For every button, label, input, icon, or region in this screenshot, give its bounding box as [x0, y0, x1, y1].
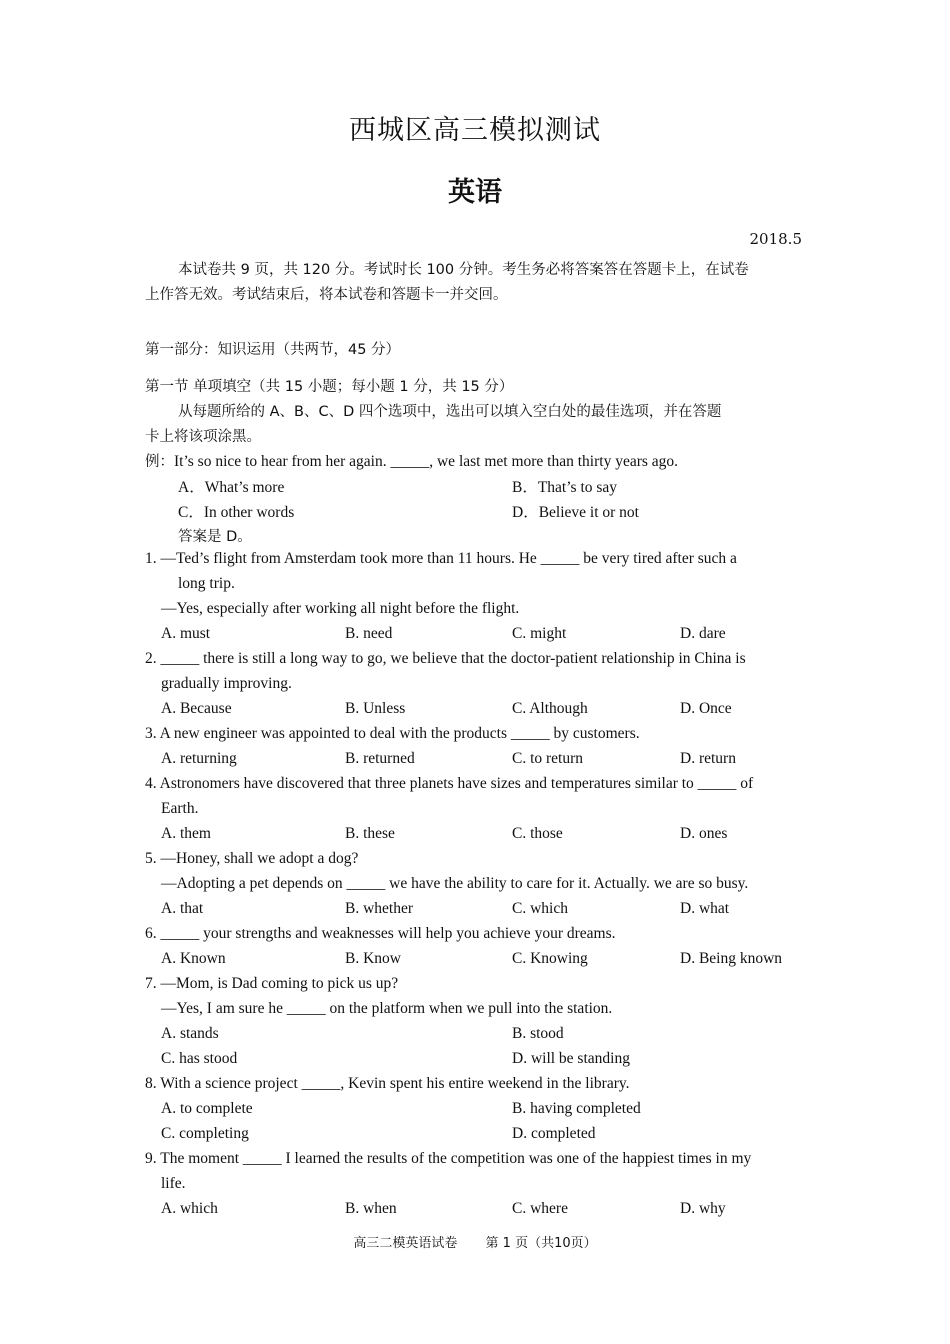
question-item — [145, 550, 807, 650]
option-b: B. need — [345, 625, 393, 642]
option-b: B. Know — [345, 950, 401, 967]
option-c: C. completing — [161, 1125, 249, 1142]
option-d: D. what — [680, 900, 730, 917]
question-options — [145, 950, 807, 975]
question-stem-line: Earth. — [161, 800, 199, 817]
part-heading: 第一部分：知识运用（共两节，45 分） — [145, 342, 401, 358]
example-option: A．What’s more — [178, 479, 285, 496]
question-item — [145, 925, 807, 975]
option-a: A. which — [161, 1200, 218, 1217]
question-stem: _____ there is still a long way to go, we believe that the doctor-patient relationship in China is — [160, 650, 746, 667]
question-stem-line — [145, 850, 807, 875]
option-a: A. returning — [161, 750, 237, 767]
option-d: D. ones — [680, 825, 728, 842]
question-item — [145, 850, 807, 925]
question-stem: —Honey, shall we adopt a dog? — [160, 850, 359, 867]
subject-title: 英语 — [448, 177, 502, 208]
question-number: 1. — [145, 550, 157, 567]
question-options — [145, 625, 807, 650]
option-a: A. stands — [161, 1025, 219, 1042]
question-options — [145, 700, 807, 725]
question-options — [145, 1100, 807, 1125]
example-block — [145, 450, 807, 550]
question-options — [145, 900, 807, 925]
example-option: B．That’s to say — [512, 479, 618, 496]
question-list — [145, 550, 807, 1225]
question-number: 9. — [145, 1150, 157, 1167]
instruction-line: 从每题所给的 A、B、C、D 四个选项中，选出可以填入空白处的最佳选项，并在答题 — [178, 404, 722, 420]
example-answer: 答案是 D。 — [178, 529, 252, 545]
option-b: B. Unless — [345, 700, 406, 717]
question-stem: —Ted’s flight from Amsterdam took more than 11 hours. He _____ be very tired after such a — [160, 550, 737, 567]
question-stem-line: life. — [161, 1175, 186, 1192]
question-stem: _____ your strengths and weaknesses will help you achieve your dreams. — [160, 925, 616, 942]
example-options-row — [145, 475, 807, 500]
option-d: D. return — [680, 750, 736, 767]
question-stem: With a science project _____, Kevin spent his entire weekend in the library. — [160, 1075, 630, 1092]
option-b: B. whether — [345, 900, 414, 917]
question-item — [145, 1075, 807, 1150]
question-options — [145, 1050, 807, 1075]
question-stem-line — [145, 650, 807, 675]
question-item — [145, 1150, 807, 1225]
section-heading: 第一节 单项填空（共 15 小题；每小题 1 分，共 15 分） — [145, 379, 514, 395]
example-stem — [145, 450, 807, 475]
example-option: D．Believe it or not — [512, 504, 639, 521]
intro-paragraph — [145, 258, 807, 308]
example-question: It’s so nice to hear from her again. _____, we last met more than thirty years ago. — [174, 453, 679, 470]
question-options — [145, 1200, 807, 1225]
option-a: A. Known — [161, 950, 226, 967]
question-number: 8. — [145, 1075, 157, 1092]
page-footer — [0, 1232, 950, 1251]
example-options-row — [145, 500, 807, 525]
question-stem: A new engineer was appointed to deal with the products _____ by customers. — [159, 725, 640, 742]
question-stem-line — [145, 1075, 807, 1100]
question-number: 2. — [145, 650, 157, 667]
question-number: 4. — [145, 775, 157, 792]
question-item — [145, 650, 807, 725]
footer-exam-name: 高三二模英语试卷 — [353, 1236, 458, 1251]
question-options — [145, 825, 807, 850]
option-b: B. stood — [512, 1025, 564, 1042]
option-b: B. having completed — [512, 1100, 641, 1117]
option-c: C. Although — [512, 700, 588, 717]
question-stem: The moment _____ I learned the results of the competition was one of the happiest times in my — [160, 1150, 752, 1167]
question-options — [145, 750, 807, 775]
option-d: D. Being known — [680, 950, 783, 967]
instruction-line: 卡上将该项涂黑。 — [145, 429, 261, 445]
option-b: B. returned — [345, 750, 415, 767]
question-item — [145, 775, 807, 850]
question-stem-line — [145, 925, 807, 950]
question-stem-line — [145, 550, 807, 575]
question-number: 5. — [145, 850, 157, 867]
option-b: B. these — [345, 825, 395, 842]
example-prefix: 例： — [145, 454, 174, 470]
question-stem: —Mom, is Dad coming to pick us up? — [160, 975, 399, 992]
intro-line: 本试卷共 9 页，共 120 分。考试时长 100 分钟。考生务必将答案答在答题卡上，在试卷 — [178, 262, 749, 278]
option-a: A. to complete — [161, 1100, 253, 1117]
example-option: C．In other words — [178, 504, 295, 521]
option-c: C. Knowing — [512, 950, 588, 967]
option-c: C. where — [512, 1200, 568, 1217]
option-d: D. dare — [680, 625, 726, 642]
option-c: C. has stood — [161, 1050, 238, 1067]
question-stem-line — [145, 1150, 807, 1175]
question-stem-line: long trip. — [178, 575, 235, 592]
question-stem-line: —Yes, I am sure he _____ on the platform when we pull into the station. — [161, 1000, 613, 1017]
option-d: D. will be standing — [512, 1050, 630, 1067]
question-number: 7. — [145, 975, 157, 992]
question-stem-line: —Adopting a pet depends on _____ we have the ability to care for it. Actually. we are so busy. — [161, 875, 749, 892]
question-options — [145, 1125, 807, 1150]
option-d: D. completed — [512, 1125, 596, 1142]
option-c: C. to return — [512, 750, 584, 767]
option-c: C. which — [512, 900, 568, 917]
question-stem-line — [145, 775, 807, 800]
question-options — [145, 1025, 807, 1050]
page-title: 西城区高三模拟测试 — [349, 115, 601, 146]
question-item — [145, 975, 807, 1075]
option-c: C. might — [512, 625, 567, 642]
question-number: 6. — [145, 925, 157, 942]
option-d: D. Once — [680, 700, 732, 717]
question-stem-line — [145, 725, 807, 750]
question-stem-line: gradually improving. — [161, 675, 292, 692]
option-a: A. them — [161, 825, 211, 842]
exam-date: 2018.5 — [749, 230, 802, 248]
question-stem-line — [145, 975, 807, 1000]
option-d: D. why — [680, 1200, 726, 1217]
option-b: B. when — [345, 1200, 397, 1217]
question-number: 3. — [145, 725, 157, 742]
section-block — [145, 375, 807, 450]
question-stem: Astronomers have discovered that three planets have sizes and temperatures similar to _____ of — [159, 775, 754, 792]
question-stem-line: —Yes, especially after working all night before the flight. — [161, 600, 520, 617]
footer-page-number: 第 1 页（共10页） — [485, 1236, 597, 1251]
question-item — [145, 725, 807, 775]
option-a: A. Because — [161, 700, 232, 717]
option-a: A. must — [161, 625, 211, 642]
option-c: C. those — [512, 825, 563, 842]
intro-line: 上作答无效。考试结束后，将本试卷和答题卡一并交回。 — [145, 287, 508, 303]
option-a: A. that — [161, 900, 204, 917]
